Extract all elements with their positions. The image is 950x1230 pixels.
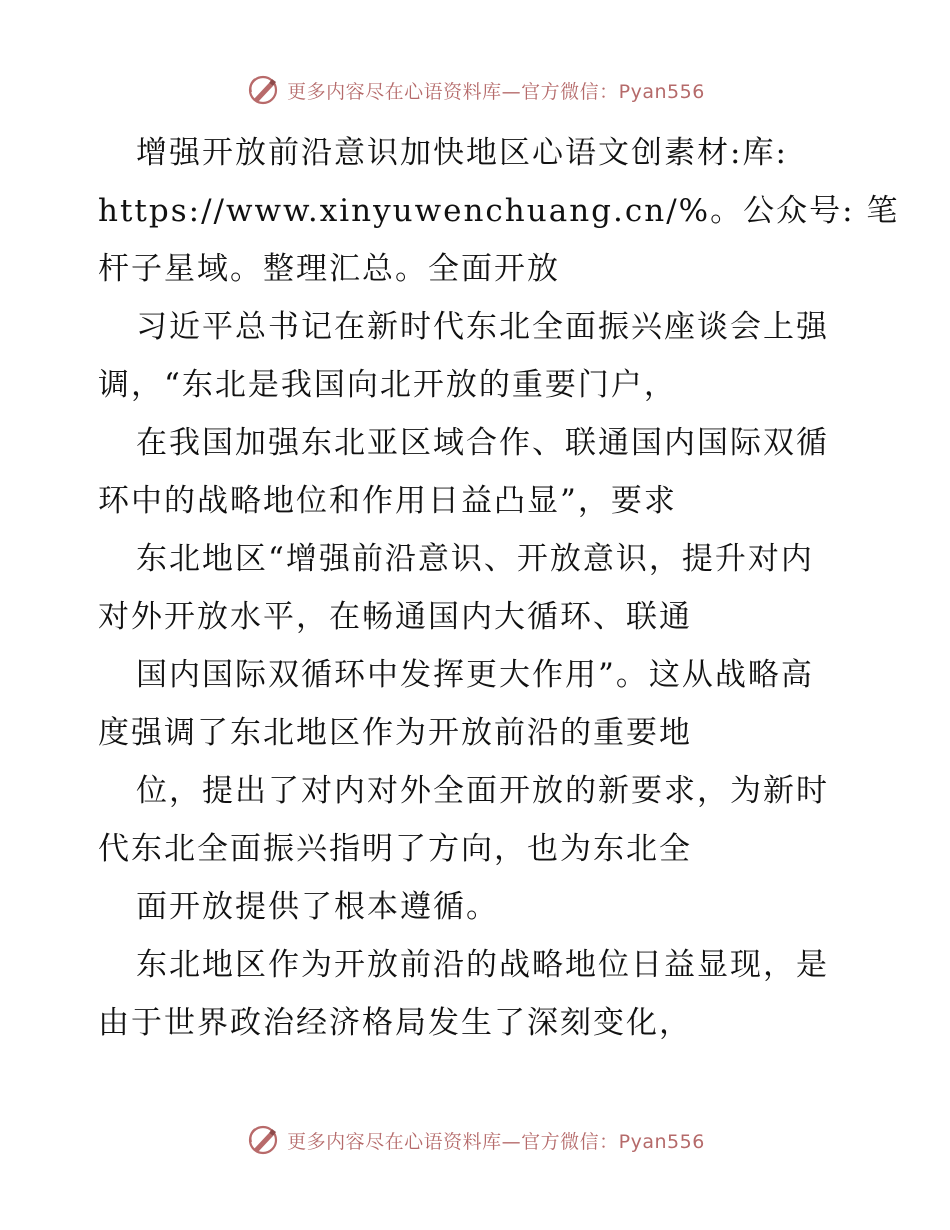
body-line: 调，“东北是我国向北开放的重要门户， xyxy=(98,367,677,403)
body-line: 杆子星域。整理汇总。全面开放 xyxy=(98,251,560,287)
footer-banner xyxy=(0,1122,950,1158)
body-line: 国内国际双循环中发挥更大作用”。这从战略高 xyxy=(136,657,814,693)
banner-text: 更多内容尽在心语资料库—官方微信：Pyan556 xyxy=(287,80,705,103)
body-line: 东北地区作为开放前沿的战略地位日益显现，是 xyxy=(136,947,829,983)
banner-text: 更多内容尽在心语资料库—官方微信：Pyan556 xyxy=(287,1130,705,1153)
pen-logo-icon xyxy=(245,1122,281,1158)
body-line: 在我国加强东北亚区域合作、联通国内国际双循 xyxy=(136,425,829,461)
body-line: https://www.xinyuwenchuang.cn/%。公众号: 笔 xyxy=(98,193,900,229)
body-line: 度强调了东北地区作为开放前沿的重要地 xyxy=(98,715,692,751)
body-line: 习近平总书记在新时代东北全面振兴座谈会上强 xyxy=(136,309,829,345)
body-line: 对外开放水平，在畅通国内大循环、联通 xyxy=(98,599,692,635)
body-line: 东北地区“增强前沿意识、开放意识，提升对内 xyxy=(136,541,814,577)
header-banner xyxy=(0,72,950,108)
body-line: 环中的战略地位和作用日益凸显”，要求 xyxy=(98,483,677,519)
body-line: 由于世界政治经济格局发生了深刻变化， xyxy=(98,1005,692,1041)
body-line: 代东北全面振兴指明了方向，也为东北全 xyxy=(98,831,692,867)
body-line: 增强开放前沿意识加快地区心语文创素材:库: xyxy=(136,135,788,171)
pen-logo-icon xyxy=(245,72,281,108)
body-line: 位，提出了对内对外全面开放的新要求，为新时 xyxy=(136,773,829,809)
document-body xyxy=(98,124,900,1052)
body-line: 面开放提供了根本遵循。 xyxy=(136,889,499,925)
